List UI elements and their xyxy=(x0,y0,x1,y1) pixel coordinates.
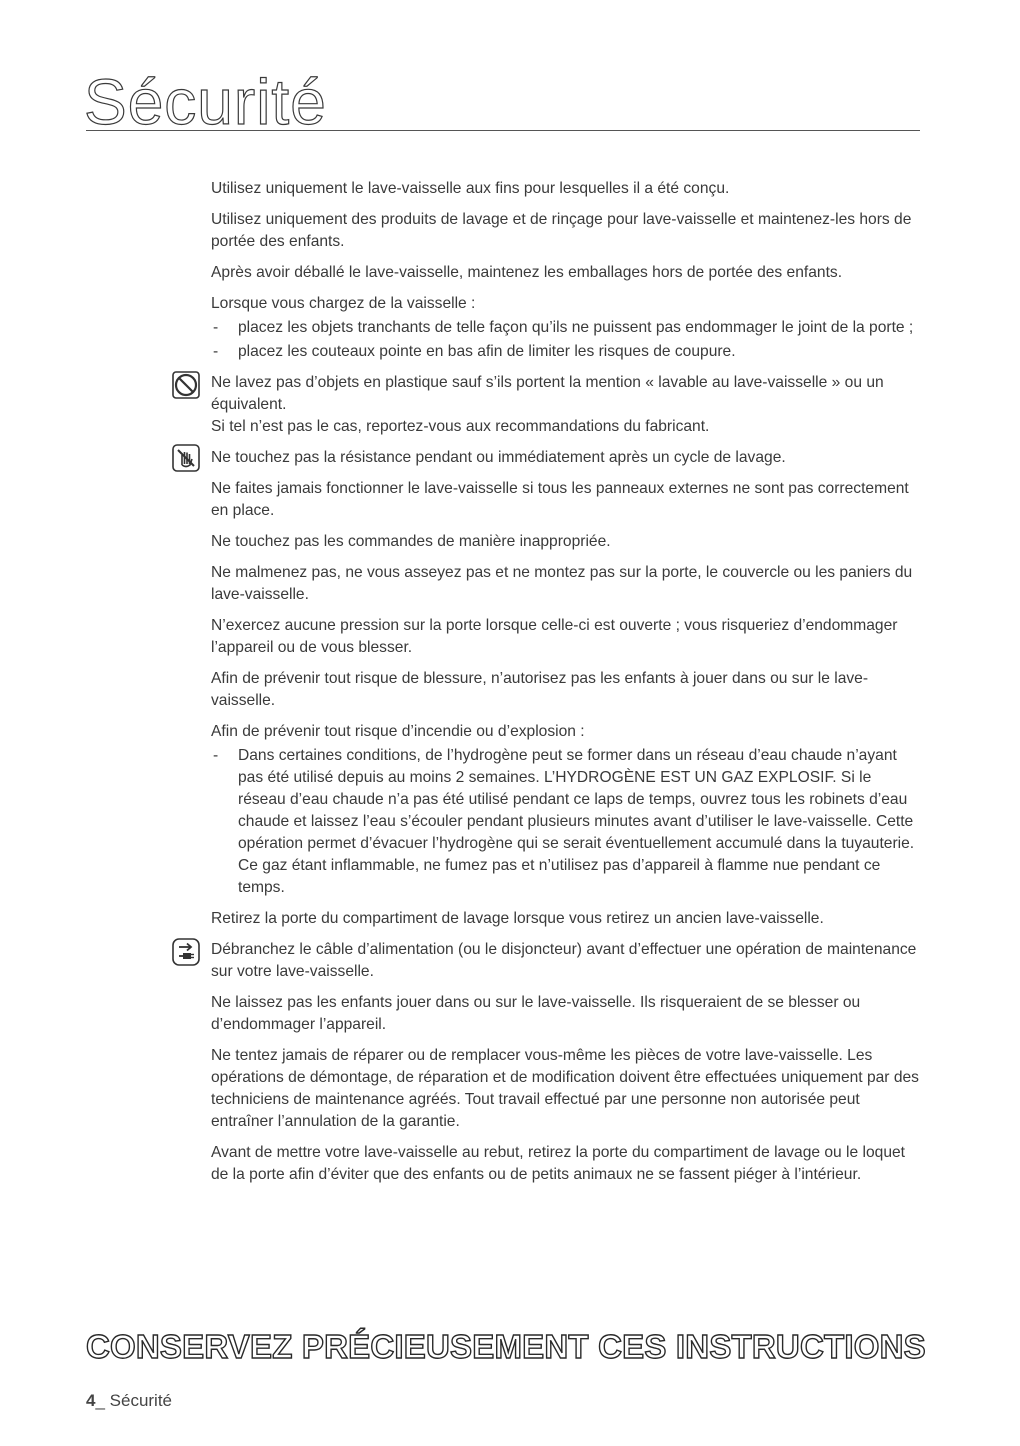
paragraph: Utilisez uniquement le lave-vaisselle aux fins pour lesquelles il a été conçu. xyxy=(211,180,730,197)
save-instructions-heading: CONSERVEZ PRÉCIEUSEMENT CES INSTRUCTIONS xyxy=(86,1328,926,1365)
paragraph-text: Débranchez le câble d’alimentation (ou le disjoncteur) avant d’effectuer une opération de maintenance sur votre lave-vaisselle. xyxy=(211,941,917,980)
page-footer xyxy=(86,1391,172,1411)
paragraph: Retirez la porte du compartiment de lavage lorsque vous retirez un ancien lave-vaisselle. xyxy=(211,910,824,927)
paragraph: Afin de prévenir tout risque de blessure, n’autorisez pas les enfants à jouer dans ou sur le lave-vaisselle. xyxy=(211,670,869,709)
paragraph: Si tel n’est pas le cas, reportez-vous aux recommandations du fabricant. xyxy=(211,418,710,435)
bullet-dash: - xyxy=(213,319,219,336)
list-item-text: Dans certaines conditions, de l’hydrogène peut se former dans un réseau d’eau chaude n’ayant pas été utilisé depuis au moins 2 semaines. L’HYDROGÈNE EST UN GAZ EXPLOSIF. Si le réseau d’eau chaude n’a pas été utilisé pendant ce laps de temps, ouvrez tous les robinets d’eau chaude et laissez l’eau s’écouler pendant plusieurs minutes avant d’utiliser le lave-vaisselle. Cette opération permet d’évacuer l’hydrogène qui se serait éventuellement accumulé dans la tuyauterie. Ce gaz étant inflammable, ne fumez pas et n’utilisez pas d’appareil à flamme nue pendant ce temps. xyxy=(238,747,915,896)
prohibited-icon xyxy=(171,370,201,400)
paragraph-text: Ne lavez pas d’objets en plastique sauf s’ils portent la mention « lavable au lave-vaisselle » ou un équivalent. xyxy=(211,374,884,413)
safety-content xyxy=(211,178,923,1195)
paragraph-text: Ne touchez pas la résistance pendant ou immédiatement après un cycle de lavage. xyxy=(211,449,786,466)
list-item-text: placez les couteaux pointe en bas afin de limiter les risques de coupure. xyxy=(238,343,736,360)
unplug-note xyxy=(211,939,923,983)
paragraph: Ne tentez jamais de réparer ou de remplacer vous-même les pièces de votre lave-vaisselle. Les opérations de démontage, de réparation et de modification doivent être effectuées uniquement par des techniciens de maintenance agréés. Tout travail effectué par une personne non autorisée peut entraîner l’annulation de la garantie. xyxy=(211,1047,919,1130)
prohibited-note xyxy=(211,372,923,416)
page-title: Sécurité xyxy=(84,66,327,138)
list-item xyxy=(211,745,923,899)
bullet-dash: - xyxy=(213,747,219,764)
paragraph: Ne faites jamais fonctionner le lave-vaisselle si tous les panneaux externes ne sont pas correctement en place. xyxy=(211,480,909,519)
paragraph: Après avoir déballé le lave-vaisselle, maintenez les emballages hors de portée des enfants. xyxy=(211,264,843,281)
list-item xyxy=(211,341,923,363)
page-number: 4 xyxy=(86,1391,96,1410)
paragraph: Utilisez uniquement des produits de lavage et de rinçage pour lave-vaisselle et maintenez-les hors de portée des enfants. xyxy=(211,211,912,250)
bullet-dash: - xyxy=(213,343,219,360)
do-not-touch-note xyxy=(211,447,923,469)
paragraph: Ne touchez pas les commandes de manière inappropriée. xyxy=(211,533,611,550)
title-divider xyxy=(86,130,920,131)
list-item xyxy=(211,317,923,339)
unplug-icon xyxy=(171,937,201,967)
paragraph: Avant de mettre votre lave-vaisselle au rebut, retirez la porte du compartiment de lavage ou le loquet de la porte afin d’éviter que des enfants ou de petits animaux ne se fassent piéger à l’intérieur. xyxy=(211,1144,906,1183)
paragraph: Ne malmenez pas, ne vous asseyez pas et ne montez pas sur la porte, le couvercle ou les paniers du lave-vaisselle. xyxy=(211,564,913,603)
paragraph: Afin de prévenir tout risque d’incendie ou d’explosion : xyxy=(211,723,585,740)
do-not-touch-icon xyxy=(171,443,201,473)
paragraph: Ne laissez pas les enfants jouer dans ou sur le lave-vaisselle. Ils risqueraient de se blesser ou d’endommager l’appareil. xyxy=(211,994,861,1033)
paragraph: N’exercez aucune pression sur la porte lorsque celle-ci est ouverte ; vous risqueriez d’endommager l’appareil ou de vous blesser. xyxy=(211,617,898,656)
page-section-label: _ Sécurité xyxy=(95,1391,173,1410)
list-item-text: placez les objets tranchants de telle façon qu’ils ne puissent pas endommager le joint de la porte ; xyxy=(238,319,914,336)
paragraph: Lorsque vous chargez de la vaisselle : xyxy=(211,295,476,312)
